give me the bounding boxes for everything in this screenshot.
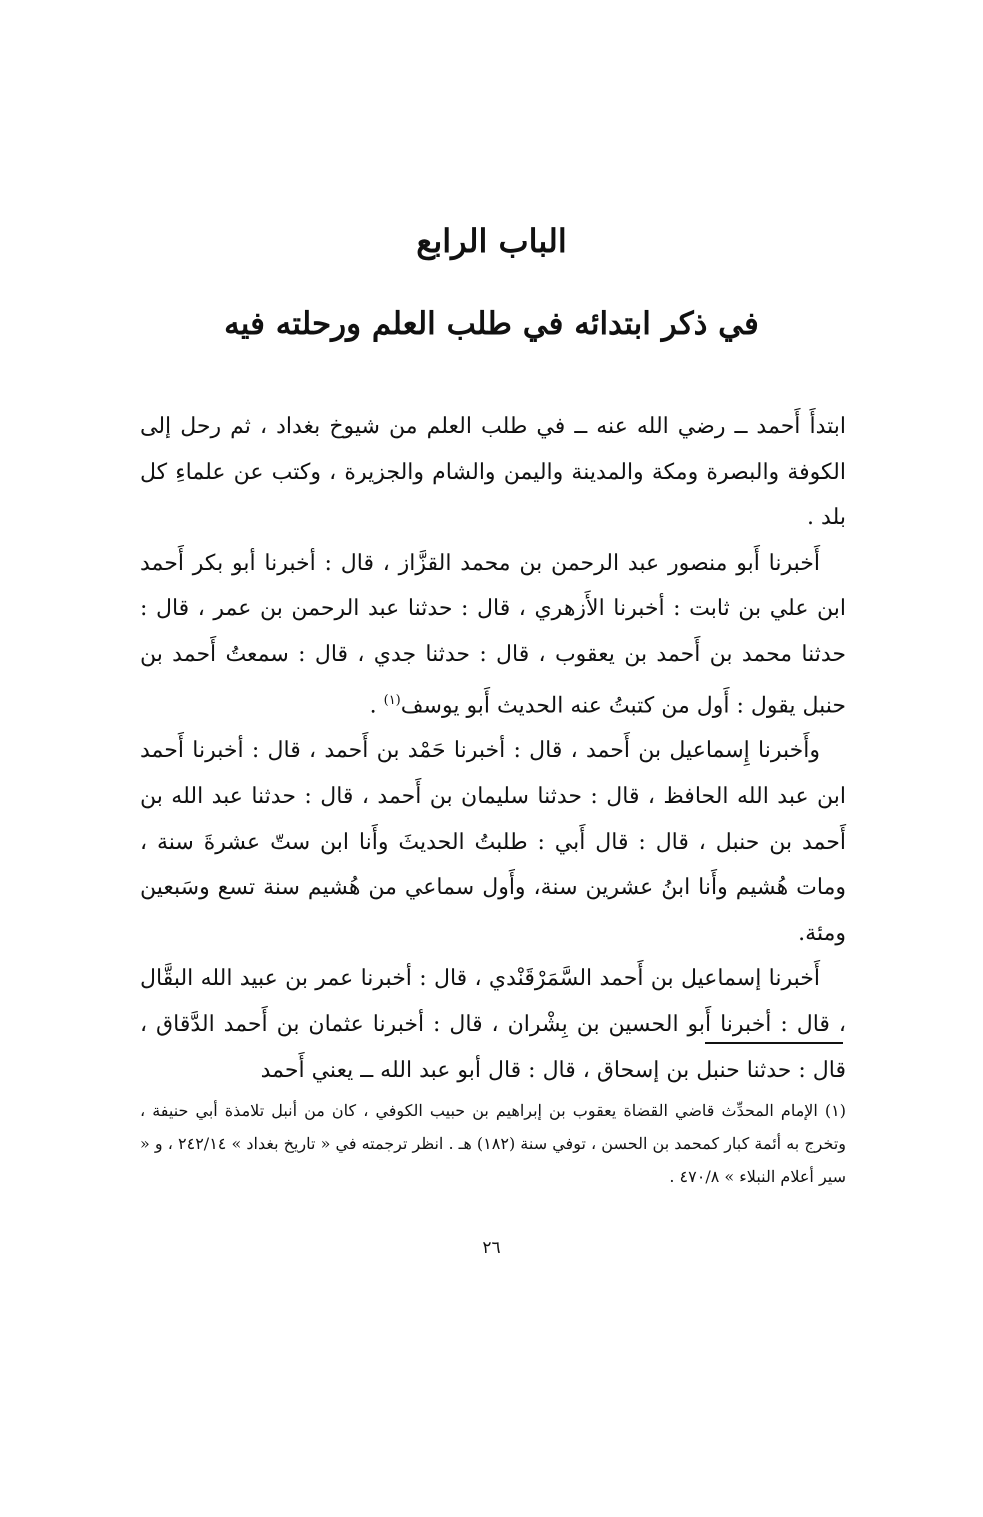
footnote-separator <box>705 1042 843 1044</box>
paragraph <box>140 728 846 956</box>
paragraph-text: أَخبرنا أَبو منصور عبد الرحمن بن محمد القزَّاز ، قال : أخبرنا أبو بكر أَحمد ابن علي بن ثابت : أخبرنا الأَزهري ، قال : حدثنا عبد الرحمن بن عمر ، قال : حدثنا محمد بن أَحمد بن يعقوب ، قال : حدثنا جدي ، قال : سمعتُ أَحمد بن حنبل يقول : أَول من كتبتُ عنه الحديث أَبو يوسف <box>140 550 846 718</box>
paragraph-tail: . <box>369 692 384 718</box>
footnotes <box>140 1094 846 1193</box>
paragraph <box>140 404 846 541</box>
body-text <box>140 404 846 1093</box>
footnote-reference: (١) <box>383 692 401 708</box>
chapter-subtitle: في ذكر ابتدائه في طلب العلم ورحلته فيه <box>224 306 759 342</box>
paragraph <box>140 541 846 729</box>
paragraph-text: وأَخبرنا إِسماعيل بن أَحمد ، قال : أخبرنا حَمْد بن أَحمد ، قال : أخبرنا أَحمد ابن عبد الله الحافظ ، قال : حدثنا سليمان بن أَحمد ، قال : حدثنا عبد الله بن أَحمد بن حنبل ، قال : قال أَبي : طلبتُ الحديثَ وأَنا ابن ستّ عشرةَ سنة ، ومات هُشيم وأَنا ابنُ عشرين سنة، وأَول سماعي من هُشيم سنة تسع وسَبعين ومئة. <box>140 738 846 946</box>
paragraph <box>140 956 846 1093</box>
paragraph-text: أَخبرنا إسماعيل بن أَحمد السَّمَرْقَنْدي ، قال : أخبرنا عمر بن عبيد الله البقَّال ، قال : أخبرنا أَبو الحسين بن بِشْران ، قال : أخبرنا عثمان بن أَحمد الدَّقاق ، قال : حدثنا حنبل بن إسحاق ، قال : قال أبو عبد الله ــ يعني أَحمد <box>140 966 846 1083</box>
paragraph-text: ابتدأَ أَحمد ــ رضي الله عنه ــ في طلب العلم من شيوخ بغداد ، ثم رحل إلى الكوفة والبصرة ومكة والمدينة واليمن والشام والجزيرة ، وكتب عن علماءِ كل بلد . <box>140 414 846 531</box>
footnote: (١) الإمام المحدِّث قاضي القضاة يعقوب بن إبراهيم بن حبيب الكوفي ، كان من أنبل تلامذة أبي حنيفة ، وتخرج به أئمة كبار كمحمد بن الحسن ، توفي سنة (١٨٢) هـ . انظر ترجمته في « تاريخ بغداد » ٢٤٢/١٤ ، و « سير أعلام النبلاء » ٤٧٠/٨ . <box>140 1101 847 1186</box>
chapter-title: الباب الرابع <box>416 222 567 260</box>
page-number: ٢٦ <box>482 1238 501 1258</box>
